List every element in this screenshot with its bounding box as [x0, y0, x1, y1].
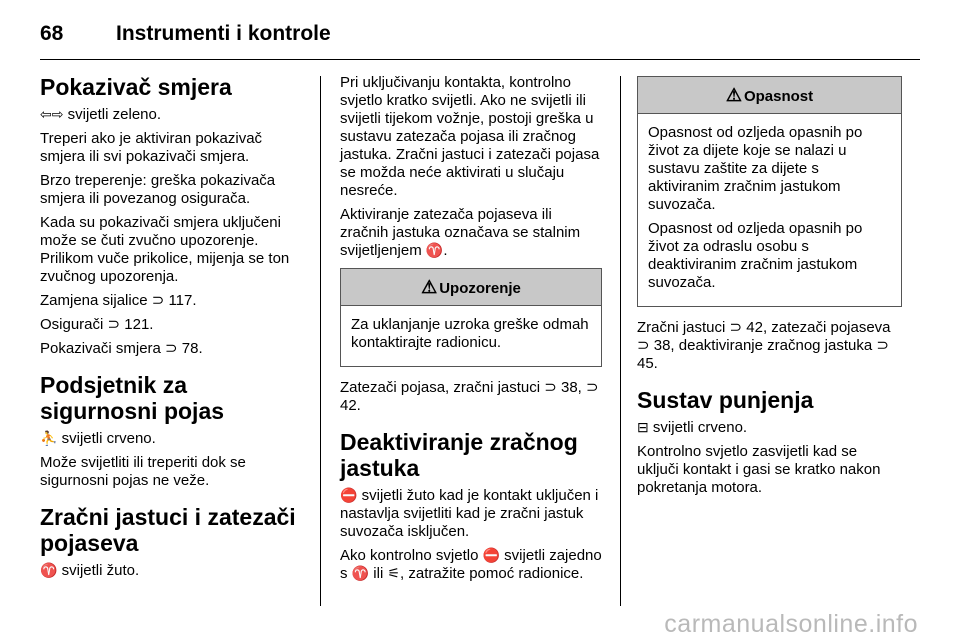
danger-box: [637, 76, 902, 307]
paragraph: Opasnost od ozljeda opasnih po život za odraslu osobu s deaktiviranim zračnim jastukom suvozača.: [648, 220, 863, 291]
paragraph: Kontrolno svjetlo zasvijetli kad se uključi kontakt i gasi se kratko nakon pokretanja motora.: [637, 443, 881, 496]
airbag-off-icon: ⛔: [340, 487, 358, 503]
warning-box-header: ⚠ Upozorenje: [341, 269, 601, 306]
cross-reference: Osigurači ⊃ 121.: [40, 316, 154, 333]
page-header: [40, 14, 331, 54]
warning-box: [340, 268, 602, 367]
paragraph: ♈ svijetli žuto.: [40, 562, 140, 579]
paragraph: ⊟ svijetli crveno.: [637, 419, 748, 436]
paragraph: ⛔ svijetli žuto kad je kontakt uključen i nastavlja svijetliti kad je zračni jastuk suvozača isključen.: [340, 487, 599, 540]
watermark: carmanualsonline.info: [664, 610, 918, 638]
danger-icon: ⚠: [725, 85, 742, 105]
cross-reference: Zatezači pojasa, zračni jastuci ⊃ 38, ⊃ 42.: [340, 379, 599, 414]
danger-box-header: ⚠ Opasnost: [638, 77, 901, 114]
column-2: [340, 74, 602, 589]
paragraph: Može svijetliti ili treperiti dok se sigurnosni pojas ne veže.: [40, 454, 246, 489]
paragraph: Brzo treperenje: greška pokazivača smjera ili povezanog osigurača.: [40, 172, 276, 207]
column-1: [40, 74, 308, 586]
airbag-off-icon: ⛔: [482, 547, 501, 563]
paragraph: Ako kontrolno svjetlo ⛔ svijetli zajedno s ♈ ili ⚟, zatražite pomoć radionice.: [340, 547, 602, 582]
column-3: [637, 68, 902, 503]
paragraph: Za uklanjanje uzroka greške odmah kontaktirajte radionicu.: [351, 316, 589, 351]
chapter-title: Instrumenti i kontrole: [116, 22, 331, 45]
paragraph: Aktiviranje zatezača pojaseva ili zračnih jastuka označava se stalnim svijetljenjem ♈.: [340, 206, 581, 259]
airbag-icon: ♈: [351, 565, 370, 581]
side-airbag-icon: ⚟: [387, 565, 401, 581]
seatbelt-icon: ⛹: [40, 430, 58, 446]
paragraph: Kada su pokazivači smjera uključeni može se čuti zvučno upozorenje. Prilikom vuče prikolice, mijenja se ton zvučnog upozorenja.: [40, 214, 290, 285]
warning-icon: ⚠: [421, 277, 438, 297]
cross-reference: Zračni jastuci ⊃ 42, zatezači pojaseva ⊃ 38, deaktiviranje zračnog jastuka ⊃ 45.: [637, 319, 891, 372]
column-divider: [320, 76, 321, 606]
paragraph: ⇦⇨ svijetli zeleno.: [40, 106, 162, 123]
airbag-icon: ♈: [425, 242, 444, 258]
danger-box-body: [638, 114, 901, 306]
turn-signal-icon: ⇦⇨: [40, 106, 64, 122]
warning-box-body: [341, 306, 601, 366]
section-heading: Sustav punjenja: [637, 387, 814, 413]
battery-icon: ⊟: [637, 419, 649, 435]
cross-reference: Pokazivači smjera ⊃ 78.: [40, 340, 203, 357]
column-divider: [620, 76, 621, 606]
airbag-icon: ♈: [40, 562, 58, 578]
section-heading: Deaktiviranje zračnog jastuka: [340, 429, 578, 481]
paragraph: Opasnost od ozljeda opasnih po život za dijete koje se nalazi u sustavu zaštite za dijete s aktiviranim zračnim jastukom suvozača.: [648, 124, 863, 213]
header-divider: [40, 59, 920, 60]
section-heading: Podsjetnik za sigurnosni pojas: [40, 372, 225, 424]
section-heading: Pokazivač smjera: [40, 74, 232, 100]
cross-reference: Zamjena sijalice ⊃ 117.: [40, 292, 197, 309]
paragraph: ⛹ svijetli crveno.: [40, 430, 156, 447]
paragraph: Treperi ako je aktiviran pokazivač smjera ili svi pokazivači smjera.: [40, 130, 263, 165]
section-heading: Zračni jastuci i zatezači pojaseva: [40, 504, 296, 556]
paragraph: Pri uključivanju kontakta, kontrolno svjetlo kratko svijetli. Ako ne svijetli ili svijetli tijekom vožnje, postoji greška u sustavu zatezača pojasa ili zračnog jastuka. Zračni jastuci i zatezači pojasa se možda neće aktivirati u slučaju nesreće.: [340, 74, 600, 199]
page-number: 68: [40, 22, 64, 45]
